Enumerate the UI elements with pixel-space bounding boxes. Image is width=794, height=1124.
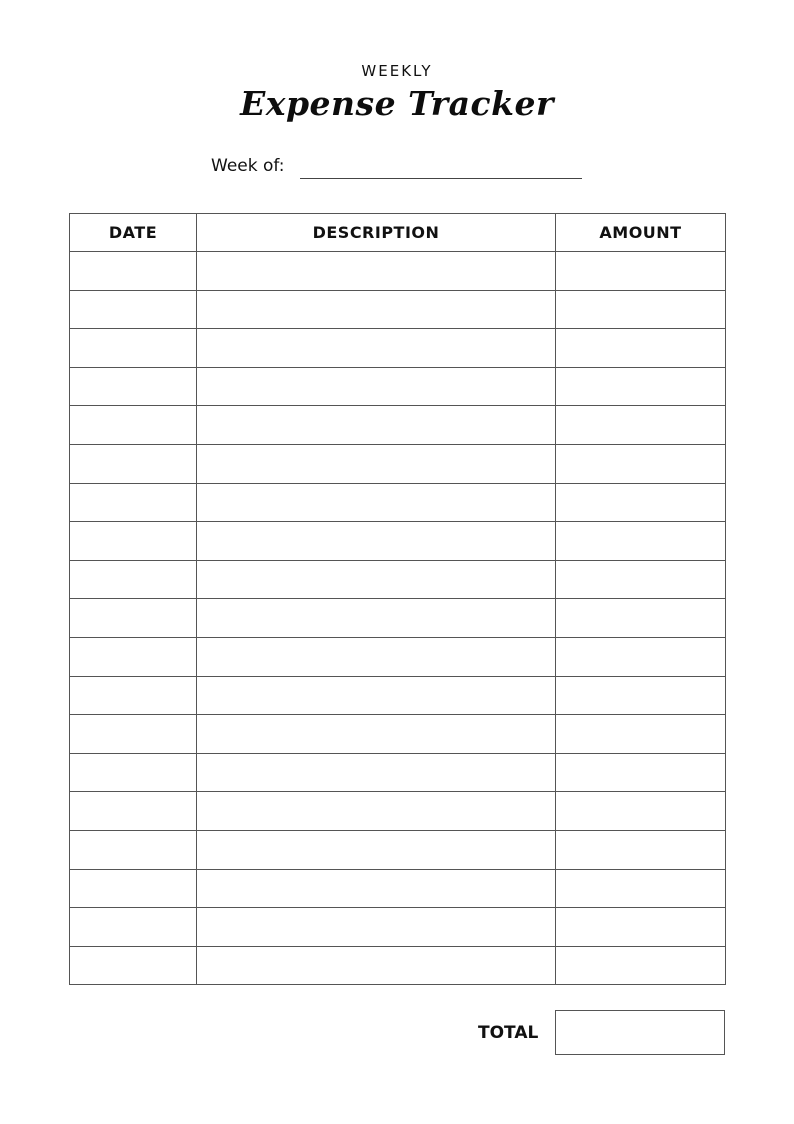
amount-cell[interactable] [556,560,726,599]
table-row [70,792,726,831]
amount-cell[interactable] [556,869,726,908]
table-row [70,676,726,715]
date-cell[interactable] [70,869,197,908]
date-cell[interactable] [70,329,197,368]
table-header-row [70,214,726,252]
description-cell[interactable] [197,869,556,908]
description-cell[interactable] [197,830,556,869]
week-of-field[interactable] [300,178,582,179]
description-cell[interactable] [197,560,556,599]
amount-cell[interactable] [556,946,726,985]
table-row [70,599,726,638]
date-cell[interactable] [70,946,197,985]
table-row [70,908,726,947]
date-cell[interactable] [70,599,197,638]
amount-cell[interactable] [556,753,726,792]
amount-cell[interactable] [556,830,726,869]
amount-cell[interactable] [556,908,726,947]
page-subtitle: WEEKLY [361,62,433,80]
date-cell[interactable] [70,290,197,329]
date-cell[interactable] [70,908,197,947]
date-cell[interactable] [70,483,197,522]
week-of-label: Week of: [211,156,285,176]
description-cell[interactable] [197,676,556,715]
expense-table-body [70,252,726,985]
description-cell[interactable] [197,637,556,676]
table-row [70,753,726,792]
description-cell[interactable] [197,406,556,445]
table-row [70,252,726,291]
table-row [70,290,726,329]
table-row [70,444,726,483]
table-row [70,560,726,599]
date-cell[interactable] [70,252,197,291]
amount-cell[interactable] [556,290,726,329]
description-cell[interactable] [197,252,556,291]
amount-cell[interactable] [556,367,726,406]
description-cell[interactable] [197,290,556,329]
table-row [70,329,726,368]
date-cell[interactable] [70,753,197,792]
amount-cell[interactable] [556,406,726,445]
amount-cell[interactable] [556,483,726,522]
date-cell[interactable] [70,367,197,406]
amount-cell[interactable] [556,522,726,561]
amount-cell[interactable] [556,252,726,291]
date-cell[interactable] [70,637,197,676]
description-cell[interactable] [197,522,556,561]
amount-cell[interactable] [556,792,726,831]
amount-cell[interactable] [556,715,726,754]
column-header-amount: AMOUNT [556,214,726,252]
date-cell[interactable] [70,792,197,831]
table-row [70,406,726,445]
table-row [70,637,726,676]
table-row [70,522,726,561]
description-cell[interactable] [197,367,556,406]
column-header-description: DESCRIPTION [197,214,556,252]
date-cell[interactable] [70,715,197,754]
page-title: Expense Tracker [240,84,554,123]
amount-cell[interactable] [556,599,726,638]
description-cell[interactable] [197,753,556,792]
table-row [70,946,726,985]
date-cell[interactable] [70,444,197,483]
table-row [70,830,726,869]
amount-cell[interactable] [556,329,726,368]
description-cell[interactable] [197,792,556,831]
description-cell[interactable] [197,715,556,754]
table-row [70,483,726,522]
amount-cell[interactable] [556,444,726,483]
description-cell[interactable] [197,329,556,368]
column-header-date: DATE [70,214,197,252]
date-cell[interactable] [70,676,197,715]
description-cell[interactable] [197,908,556,947]
total-label: TOTAL [478,1023,539,1043]
description-cell[interactable] [197,946,556,985]
total-field[interactable] [555,1010,725,1055]
table-row [70,715,726,754]
amount-cell[interactable] [556,676,726,715]
description-cell[interactable] [197,444,556,483]
table-row [70,367,726,406]
date-cell[interactable] [70,406,197,445]
date-cell[interactable] [70,830,197,869]
description-cell[interactable] [197,483,556,522]
date-cell[interactable] [70,560,197,599]
table-row [70,869,726,908]
amount-cell[interactable] [556,637,726,676]
date-cell[interactable] [70,522,197,561]
expense-table [69,213,726,985]
description-cell[interactable] [197,599,556,638]
